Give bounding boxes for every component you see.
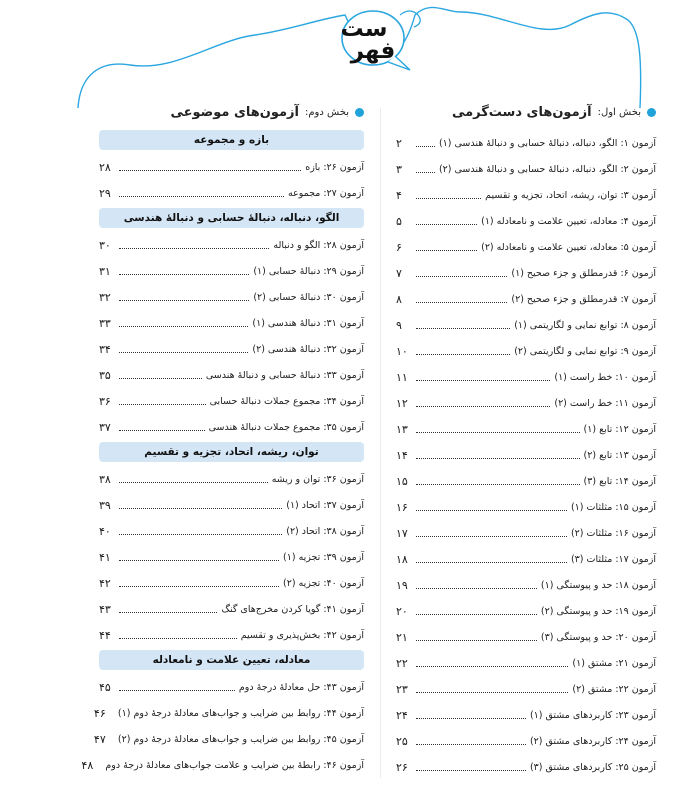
entry-title: آزمون ۱۷: مثلثات (۳) [570,553,656,565]
dot-leader [119,638,237,639]
page-number: ۱۸ [396,552,408,566]
entry-title: آزمون ۱۲: تابع (۱) [583,423,656,435]
entry-title: آزمون ۶: قدرمطلق و جزء صحیح (۱) [511,267,656,279]
toc-part1 [396,98,656,780]
page-number: ۴۶ [93,706,106,720]
page-number: ۴۷ [93,732,106,746]
dot-leader [119,508,282,509]
page-number: ۲۹ [99,186,111,200]
toc-entry[interactable] [396,338,656,364]
toc-entry[interactable] [396,468,656,494]
entry-title: آزمون ۱۱: خط راست (۲) [554,397,656,409]
part1-prefix: بخش اول: [597,106,641,118]
entry-title: آزمون ۳۹: تجزیه (۱) [283,551,364,563]
page-number: ۲۱ [396,630,408,644]
part2-title: آزمون‌های موضوعی [170,104,299,120]
entry-title: آزمون ۴۰: تجزیه (۲) [283,577,364,589]
dot-leader [119,300,249,301]
page-number: ۴۳ [99,602,111,616]
page-number: ۶ [396,240,402,254]
entry-title: آزمون ۴: معادله، تعیین علامت و نامعادله (۱) [481,215,656,227]
entry-title: آزمون ۱۳: تابع (۲) [583,449,656,461]
dot-leader [416,432,580,433]
page-number: ۱۵ [396,474,408,488]
toc-part2 [81,98,364,778]
dot-leader [416,380,550,381]
page-number: ۱۱ [396,370,408,384]
dot-leader [416,224,477,225]
entry-title: آزمون ۳۱: دنبالهٔ هندسی (۱) [252,317,364,329]
entry-title: آزمون ۲۰: حد و پیوستگی (۳) [540,631,656,643]
entry-title: آزمون ۳۴: مجموع جملات دنبالهٔ حسابی [209,395,364,407]
entry-title: آزمون ۴۴: روابط بین ضرایب و جواب‌های معادلهٔ درجهٔ دوم (۱) [117,707,364,719]
toc-entry[interactable] [81,752,364,778]
toc-entry[interactable] [396,676,656,702]
toc-entry[interactable] [99,544,364,570]
toc-entry[interactable] [396,286,656,312]
page-number: ۴ [396,188,402,202]
page-number: ۳۸ [99,472,111,486]
toc-entry[interactable] [99,492,364,518]
entry-title: آزمون ۲۳: کاربردهای مشتق (۱) [529,709,656,721]
toc-entry[interactable] [396,754,656,780]
dot-leader [119,404,206,405]
page-number: ۳۲ [99,290,111,304]
page-number: ۱۴ [396,448,408,462]
bullet-icon [647,108,656,117]
entry-title: آزمون ۹: توابع نمایی و لگاریتمی (۲) [514,345,656,357]
dot-leader [119,196,284,197]
entry-title: آزمون ۳۰: دنبالهٔ حسابی (۲) [253,291,364,303]
section-heading: بازه و مجموعه [99,130,364,150]
section-heading: الگو، دنباله، دنبالهٔ حسابی و دنبالهٔ هندسی [99,208,364,228]
page-number: ۱۶ [396,500,408,514]
toc-entry[interactable] [396,234,656,260]
entry-title: آزمون ۲۹: دنبالهٔ حسابی (۱) [253,265,364,277]
page-number: ۲۰ [396,604,408,618]
page-number: ۱۲ [396,396,408,410]
toc-entry[interactable] [396,572,656,598]
page-number: ۸ [396,292,402,306]
toc-entry[interactable] [396,260,656,286]
page-number: ۱۷ [396,526,408,540]
dot-leader [119,326,248,327]
bullet-icon [355,108,364,117]
page-number: ۳۷ [99,420,111,434]
part2-heading [99,98,364,126]
entry-title: آزمون ۲۶: بازه [305,161,364,173]
dot-leader [119,534,282,535]
toc-entry[interactable] [396,156,656,182]
page-number: ۲۵ [396,734,408,748]
page-number: ۲۳ [396,682,408,696]
dot-leader [119,274,249,275]
entry-title: آزمون ۱۶: مثلثات (۲) [570,527,656,539]
column-divider [380,108,381,778]
dot-leader [119,248,269,249]
page-number: ۲۴ [396,708,408,722]
dot-leader [416,302,507,303]
toc-entry[interactable] [99,284,364,310]
toc-entry[interactable] [99,180,364,206]
toc-entry[interactable] [99,232,364,258]
toc-entry[interactable] [99,362,364,388]
dot-leader [416,718,526,719]
toc-entry[interactable] [99,258,364,284]
toc-entry[interactable] [396,598,656,624]
toc-entry[interactable] [396,416,656,442]
section-heading: توان، ریشه، اتحاد، تجزیه و تقسیم [99,442,364,462]
dot-leader [416,328,510,329]
page-number: ۴۰ [99,524,111,538]
dot-leader [416,666,568,667]
dot-leader [119,378,202,379]
toc-entry[interactable] [93,700,364,726]
entry-title: آزمون ۱۹: حد و پیوستگی (۲) [540,605,656,617]
page-number: ۱۹ [396,578,408,592]
entry-title: آزمون ۱۵: مثلثات (۱) [570,501,656,513]
toc-entry[interactable] [99,570,364,596]
entry-title: آزمون ۳۵: مجموع جملات دنبالهٔ هندسی [208,421,364,433]
dot-leader [416,588,537,589]
page-number: ۳۵ [99,368,111,382]
toc-entry[interactable] [396,182,656,208]
toc-entry[interactable] [99,518,364,544]
dot-leader [119,690,235,691]
dot-leader [119,612,217,613]
dot-leader [119,430,205,431]
toc-entry[interactable] [99,674,364,700]
page-number: ۴۸ [81,758,94,772]
page-number: ۷ [396,266,402,280]
page-number: ۳ [396,162,402,176]
page-number: ۹ [396,318,402,332]
page-number: ۴۴ [99,628,111,642]
dot-leader [416,250,477,251]
entry-title: آزمون ۱۰: خط راست (۱) [554,371,656,383]
page-number: ۲۶ [396,760,408,774]
entry-title: آزمون ۱: الگو، دنباله، دنبالهٔ حسابی و دنبالهٔ هندسی (۱) [438,137,656,149]
dot-leader [416,484,580,485]
page-number: ۴۱ [99,550,111,564]
entry-title: آزمون ۳۸: اتحاد (۲) [286,525,364,537]
toc-entry[interactable] [396,390,656,416]
page-number: ۲ [396,136,402,150]
toc-entry[interactable] [99,154,364,180]
entry-title: آزمون ۲۲: مشتق (۲) [572,683,656,695]
dot-leader [416,276,507,277]
dot-leader [416,770,526,771]
toc-entry[interactable] [396,624,656,650]
dot-leader [416,354,510,355]
entry-title: آزمون ۳۲: دنبالهٔ هندسی (۲) [252,343,364,355]
entry-title: آزمون ۵: معادله، تعیین علامت و نامعادله (۲) [481,241,656,253]
page-number: ۲۲ [396,656,408,670]
part1-list [396,130,656,780]
toc-entry[interactable] [396,494,656,520]
entry-title: آزمون ۴۱: گویا کردن مخرج‌های گنگ [221,603,364,615]
entry-title: آزمون ۴۶: رابطهٔ بین ضرایب و علامت جواب‌های معادلهٔ درجهٔ دوم [105,759,364,771]
toc-entry[interactable] [396,650,656,676]
entry-title: آزمون ۲۸: الگو و دنباله [273,239,364,251]
entry-title: آزمون ۸: توابع نمایی و لگاریتمی (۱) [514,319,656,331]
dot-leader [416,406,550,407]
dot-leader [416,536,567,537]
entry-title: آزمون ۲۴: کاربردهای مشتق (۲) [529,735,656,747]
part2-prefix: بخش دوم: [304,106,349,118]
toc-entry[interactable] [396,442,656,468]
dot-leader [416,172,435,173]
page-number: ۴۵ [99,680,111,694]
toc-entry[interactable] [396,728,656,754]
dot-leader [416,692,568,693]
dot-leader [119,352,248,353]
toc-entry[interactable] [99,414,364,440]
toc-entry[interactable] [396,364,656,390]
dot-leader [119,482,268,483]
page-number: ۴۲ [99,576,111,590]
entry-title: آزمون ۲: الگو، دنباله، دنبالهٔ حسابی و دنبالهٔ هندسی (۲) [438,163,656,175]
page-title-line2: فهر [350,38,396,64]
dot-leader [416,640,537,641]
dot-leader [119,170,301,171]
toc-entry[interactable] [396,520,656,546]
page-number: ۳۳ [99,316,111,330]
page-number: ۳۶ [99,394,111,408]
entry-title: آزمون ۴۳: حل معادلهٔ درجهٔ دوم [238,681,364,693]
toc-entry[interactable] [396,130,656,156]
toc-entry[interactable] [396,208,656,234]
page-title-line1: ست [340,16,388,42]
entry-title: آزمون ۷: قدرمطلق و جزء صحیح (۲) [511,293,656,305]
entry-title: آزمون ۲۷: مجموعه [287,187,364,199]
entry-title: آزمون ۴۲: بخش‌پذیری و تقسیم [240,629,364,641]
dot-leader [416,744,526,745]
toc-entry[interactable] [99,622,364,648]
page-number: ۳۴ [99,342,111,356]
dot-leader [119,586,279,587]
toc-entry[interactable] [396,312,656,338]
entry-title: آزمون ۲۱: مشتق (۱) [572,657,656,669]
page-number: ۳۹ [99,498,111,512]
page-number: ۲۸ [99,160,111,174]
toc-entry[interactable] [99,336,364,362]
toc-entry[interactable] [99,466,364,492]
part1-heading [396,98,656,126]
toc-entry[interactable] [93,726,364,752]
toc-entry[interactable] [99,388,364,414]
page-number: ۳۱ [99,264,111,278]
part2-list [81,130,364,778]
entry-title: آزمون ۳۳: دنبالهٔ حسابی و دنبالهٔ هندسی [205,369,364,381]
dot-leader [416,562,567,563]
dot-leader [416,458,580,459]
toc-entry[interactable] [396,702,656,728]
toc-entry[interactable] [396,546,656,572]
entry-title: آزمون ۳۶: توان و ریشه [271,473,364,485]
page-number: ۱۳ [396,422,408,436]
part1-title: آزمون‌های دست‌گرمی [451,104,592,120]
page-title [333,8,413,72]
dot-leader [119,560,279,561]
entry-title: آزمون ۴۵: روابط بین ضرایب و جواب‌های معادلهٔ درجهٔ دوم (۲) [117,733,364,745]
dot-leader [416,198,481,199]
toc-entry[interactable] [99,310,364,336]
entry-title: آزمون ۲۵: کاربردهای مشتق (۳) [529,761,656,773]
entry-title: آزمون ۳: توان، ریشه، اتحاد، تجزیه و تقسیم [485,189,656,201]
section-heading: معادله، تعیین علامت و نامعادله [99,650,364,670]
page-number: ۵ [396,214,402,228]
dot-leader [416,614,537,615]
page-number: ۱۰ [396,344,408,358]
entry-title: آزمون ۳۷: اتحاد (۱) [286,499,364,511]
entry-title: آزمون ۱۴: تابع (۳) [583,475,656,487]
page-number: ۳۰ [99,238,111,252]
dot-leader [416,146,435,147]
entry-title: آزمون ۱۸: حد و پیوستگی (۱) [540,579,656,591]
toc-entry[interactable] [99,596,364,622]
dot-leader [416,510,567,511]
